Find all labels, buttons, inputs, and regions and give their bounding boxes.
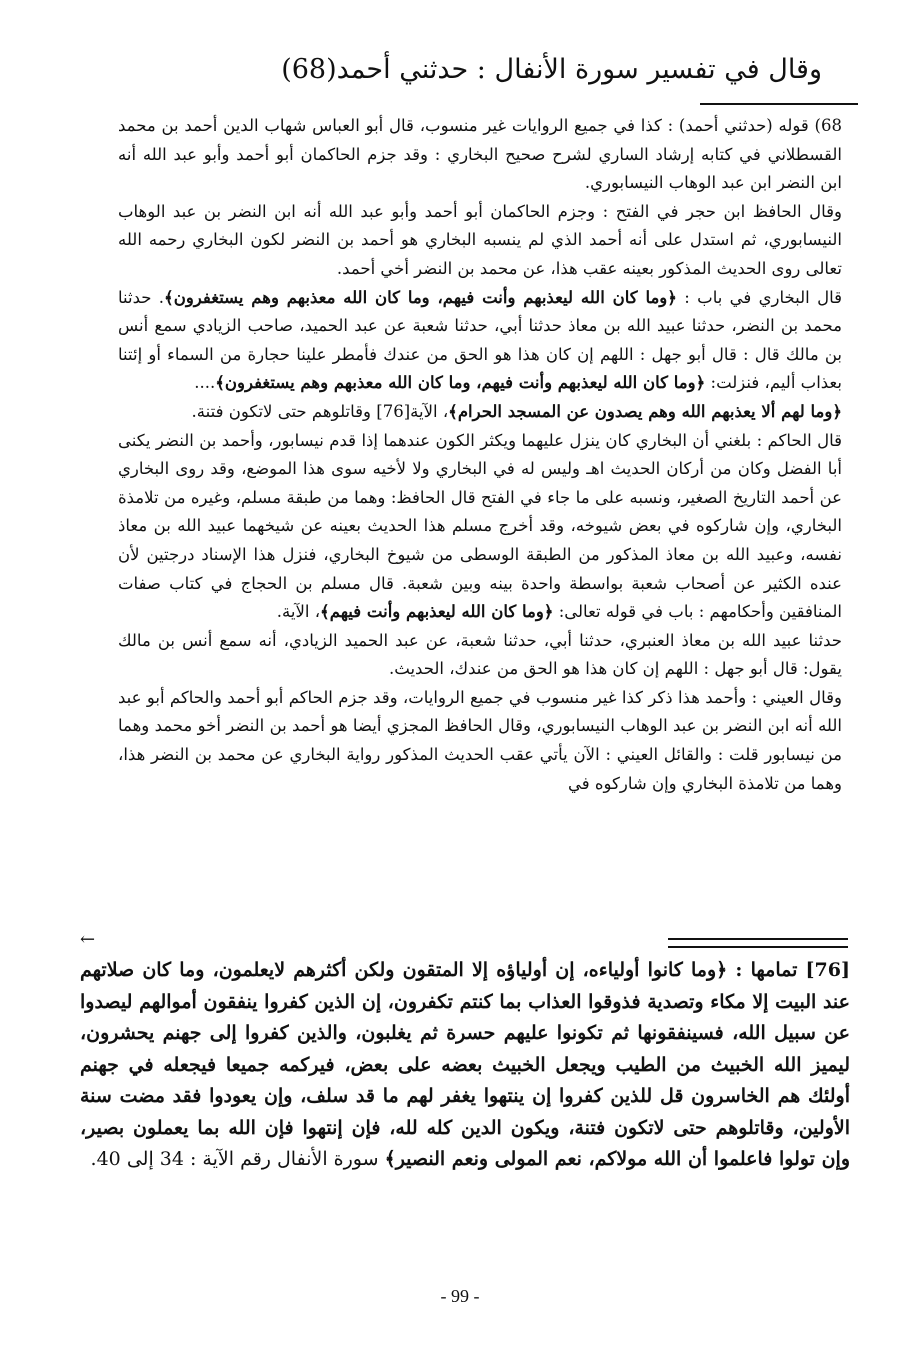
- page-number: - 99 -: [440, 1286, 480, 1306]
- footnote-text: [80, 955, 850, 1176]
- verse-reference: ، الآية[76] وقاتلوهم حتى لاتكون فتنة.: [191, 401, 449, 421]
- paragraph-muslim-chain: حدثنا عبيد الله بن معاذ العنبري، حدثنا أبي، حدثنا شعبة، عن عبد الحميد الزيادي، أنه سمع أنس بن مالك يقول: قال أبو جهل : اللهم إن كان هذا هو الحق من عندك، الحديث.: [118, 630, 842, 679]
- footnote-verses: [76] تمامها : ﴿وما كانوا أولياءه، إن أولياؤه إلا المتقون ولكن أكثرهم لايعلمون، وما كان صلاتهم عند البيت إلا مكاء وتصدية فذوقوا العذاب بما كنتم تكفرون، إن الذين كفروا ينفقون أموالهم ليصدوا عن سبيل الله، فسينفقونها ثم تكونوا عليهم حسرة ثم يغلبون، والذين كفروا إلى جهنم يحشرون، ليميز الله الخبيث من الطيب ويجعل الخبيث بعضه على بعض، فيركمه جميعا فيجعله في جهنم أولئك هم الخاسرون قل للذين كفروا إن ينتهوا يغفر لهم ما قد سلف، وإن يعودوا فقد مضت سنة الأولين، وقاتلوهم حتى لاتكون فتنة، ويكون الدين كله لله، فإن إنتهوا فإن الله بما يعملون بصير، وإن تولوا فاعلموا أن الله مولاكم، نعم المولى ونعم النصير﴾: [80, 959, 850, 1170]
- paragraph-note-68: 68) قوله (حدثني أحمد) : كذا في جميع الروايات غير منسوب، قال أبو العباس شهاب الدين أحمد بن محمد القسطلاني في كتابه إرشاد الساري لشرح صحيح البخاري : وقد جزم الحاكمان أبو أحمد وأبو عبد الله أنه ابن النضر ابن عبد الوهاب النيسابوري.: [118, 116, 842, 193]
- running-header: وقال في تفسير سورة الأنفال : حدثني أحمد(68): [281, 54, 822, 85]
- quran-verse: ﴿وما كان الله ليعذبهم وأنت فيهم، وما كان الله معذبهم وهم يستغفرون﴾: [215, 373, 706, 393]
- footnote-reference: سورة الأنفال رقم الآية : 34 إلى 40.: [90, 1148, 385, 1170]
- paragraph-bukhari-chapter: [118, 284, 842, 398]
- ellipsis: ....: [194, 373, 216, 393]
- hadith-chain: . حدثنا محمد بن النضر، حدثنا عبيد الله بن معاذ حدثنا أبي، حدثنا شعبة عن عبد الحميد، صاحب الزيادي سمع أنس بن مالك قال : قال أبو جهل : اللهم إن كان هذا هو الحق من عندك فأمطر علينا حجارة من السماء أو إئتنا بعذاب أليم، فنزلت:: [118, 287, 842, 393]
- commentary-body: [118, 112, 842, 798]
- paragraph-verse-continuation: [118, 398, 842, 427]
- continuation-arrow-icon: ←: [80, 929, 96, 950]
- footnote-divider: [668, 938, 848, 948]
- hakim-text: قال الحاكم : بلغني أن البخاري كان ينزل عليهما ويكثر الكون عندهما إذا قدم نيسابور، وأحمد بن النضر يكنى أبا الفضل وكان من أركان الحديث اهـ وليس له في البخاري ولا لأخيه سوى هذا الموضع، وقد روى البخاري عن أحمد التاريخ الصغير، ونسبه على ما جاء في الفتح قال الحافظ: وهما من طبقة مسلم، وغيره من تلامذة البخاري، وإن شاركوه في بعض شيوخه، وقد أخرج مسلم هذا الحديث بعينه عن شيخهما عبيد الله بن معاذ نفسه، وعبيد الله بن معاذ المذكور من الطبقة الوسطى من شيوخ البخاري، فنزل هذا الإسناد درجتين لأن عنده الكثير عن أصحاب شعبة بواسطة واحدة بينه وبين شعبة. قال مسلم بن الحجاج في كتاب صفات المنافقين وأحكامهم : باب في قوله تعالى:: [118, 430, 842, 622]
- paragraph-hakim: [118, 427, 842, 627]
- header-rule: [700, 103, 858, 105]
- paragraph-ibn-hajar: وقال الحافظ ابن حجر في الفتح : وجزم الحاكمان أبو أحمد وأبو عبد الله أنه ابن النضر بن عبد الوهاب النيسابوري، ثم استدل على أنه أحمد الذي لم ينسبه البخاري هو أحمد بن النضر لكون البخاري رحمه الله تعالى روى الحديث المذكور بعينه عقب هذا، عن محمد بن النضر أخي أحمد.: [118, 201, 842, 278]
- chapter-intro: قال البخاري في باب :: [676, 287, 842, 307]
- quran-verse: ﴿وما كان الله ليعذبهم وأنت فيهم﴾: [320, 602, 554, 622]
- ayah-mark: ، الآية.: [276, 602, 321, 622]
- quran-verse: ﴿وما لهم ألا يعذبهم الله وهم يصدون عن المسجد الحرام﴾: [448, 401, 842, 421]
- paragraph-aini: وقال العيني : وأحمد هذا ذكر كذا غير منسوب في جميع الروايات، وقد جزم الحاكم أبو أحمد والحاكم أبو عبد الله أنه ابن النضر بن عبد الوهاب النيسابوري، وقال الحافظ المجزي أيضا هو أحمد بن النضر أخو محمد وهما من نيسابور قلت : والقائل العيني : الآن يأتي عقب الحديث المذكور رواية البخاري عن محمد بن النضر هذا، وهما من تلامذة البخاري وإن شاركوه في: [118, 687, 842, 793]
- footnote-76: [80, 955, 850, 1176]
- quran-verse: ﴿وما كان الله ليعذبهم وأنت فيهم، وما كان الله معذبهم وهم يستغفرون﴾: [164, 287, 677, 307]
